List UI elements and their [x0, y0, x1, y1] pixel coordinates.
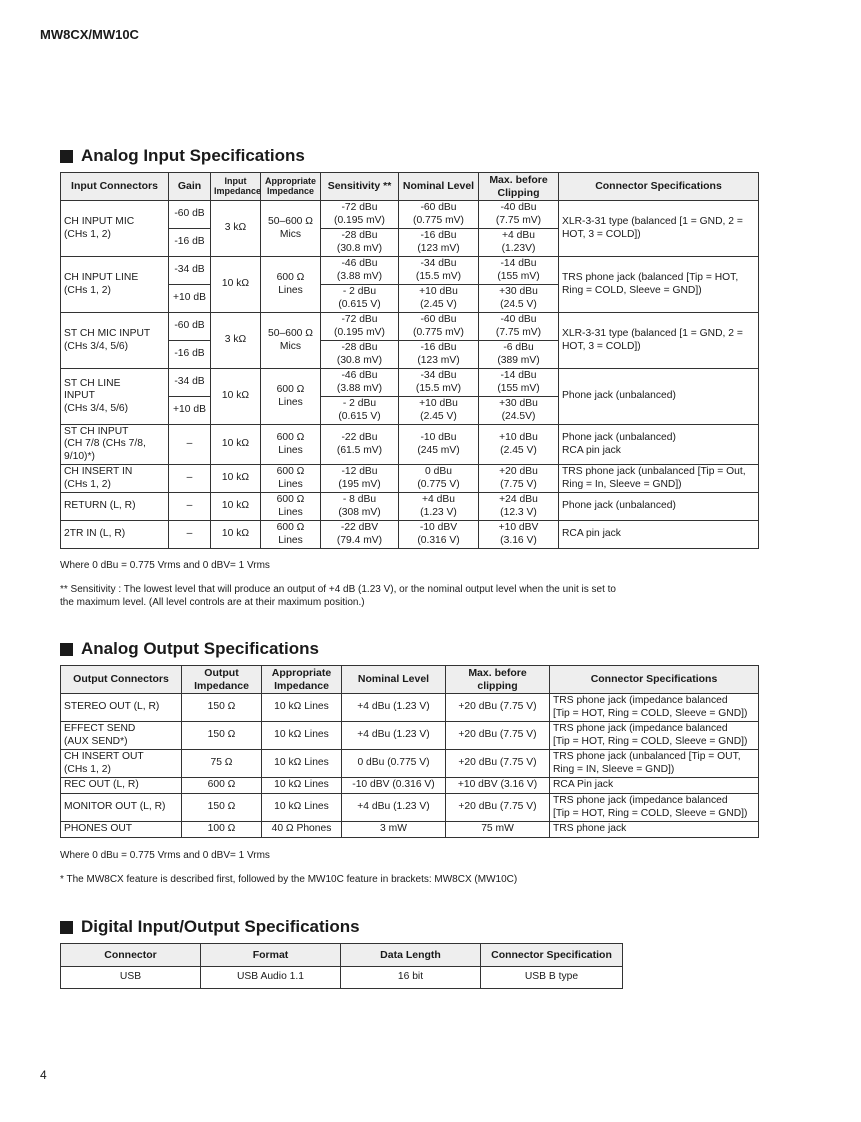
col-header: Appropriate Impedance: [262, 666, 342, 694]
table-row: [61, 521, 759, 549]
col-header: Connector Specification: [481, 944, 623, 967]
connector-spec: XLR-3-31 type (balanced [1 = GND, 2 = HOT, 3 = COLD]): [559, 201, 759, 257]
nominal-level: -60 dBu (0.775 mV): [399, 201, 479, 229]
nominal-level: -34 dBu (15.5 mV): [399, 369, 479, 397]
output-reference-note: Where 0 dBu = 0.775 Vrms and 0 dBV= 1 Vrms: [60, 850, 270, 861]
max-before-clipping: +20 dBu (7.75 V): [446, 694, 550, 722]
output-impedance: 75 Ω: [182, 750, 262, 778]
input-impedance: 3 kΩ: [211, 201, 261, 257]
sensitivity-value: -28 dBu (30.8 mV): [321, 341, 399, 369]
digital-io-table: [60, 943, 623, 989]
analog-input-table: [60, 172, 759, 549]
col-header: Connector Specifications: [559, 173, 759, 201]
appropriate-impedance: 600 Ω Lines: [261, 369, 321, 425]
output-impedance: 150 Ω: [182, 794, 262, 822]
input-connector: ST CH INPUT (CH 7/8 (CHs 7/8, 9/10)*): [61, 425, 169, 465]
input-connector: ST CH LINE INPUT (CHs 3/4, 5/6): [61, 369, 169, 425]
connector-spec: TRS phone jack (impedance balanced [Tip = HOT, Ring = COLD, Sleeve = GND]): [550, 722, 759, 750]
sensitivity-value: -72 dBu (0.195 mV): [321, 313, 399, 341]
model-header: MW8CX/MW10C: [40, 27, 139, 42]
input-impedance: 10 kΩ: [211, 257, 261, 313]
sensitivity-value: - 8 dBu (308 mV): [321, 493, 399, 521]
table-row: [61, 722, 759, 750]
nominal-level: -34 dBu (15.5 mV): [399, 257, 479, 285]
section-square-icon: [60, 150, 73, 163]
col-header: Gain: [169, 173, 211, 201]
connector-spec: Phone jack (unbalanced): [559, 493, 759, 521]
table-row: [61, 313, 759, 341]
max-before-clipping: +20 dBu (7.75 V): [479, 465, 559, 493]
appropriate-impedance: 10 kΩ Lines: [262, 722, 342, 750]
nominal-level: -16 dBu (123 mV): [399, 229, 479, 257]
table-row: [61, 794, 759, 822]
connector-spec: RCA pin jack: [559, 521, 759, 549]
connector-spec: Phone jack (unbalanced): [559, 369, 759, 425]
max-before-clipping: -40 dBu (7.75 mV): [479, 313, 559, 341]
section-square-icon: [60, 643, 73, 656]
appropriate-impedance: 40 Ω Phones: [262, 822, 342, 838]
table-row: [61, 369, 759, 397]
analog-output-table: [60, 665, 759, 838]
connector-spec: TRS phone jack (unbalanced [Tip = Out, Ring = In, Sleeve = GND]): [559, 465, 759, 493]
output-connector: EFFECT SEND (AUX SEND*): [61, 722, 182, 750]
gain-value: -16 dB: [169, 229, 211, 257]
appropriate-impedance: 50–600 Ω Mics: [261, 201, 321, 257]
input-connector: CH INSERT IN (CHs 1, 2): [61, 465, 169, 493]
connector-spec: Phone jack (unbalanced) RCA pin jack: [559, 425, 759, 465]
appropriate-impedance: 50–600 Ω Mics: [261, 313, 321, 369]
digital-io-title: [60, 917, 360, 937]
connector-spec: TRS phone jack (unbalanced [Tip = OUT, Ring = IN, Sleeve = GND]): [550, 750, 759, 778]
input-connector: 2TR IN (L, R): [61, 521, 169, 549]
digital-connector: USB: [61, 967, 201, 989]
col-header: Sensitivity **: [321, 173, 399, 201]
sensitivity-value: -28 dBu (30.8 mV): [321, 229, 399, 257]
input-connector: CH INPUT MIC (CHs 1, 2): [61, 201, 169, 257]
gain-value: -34 dB: [169, 369, 211, 397]
gain-value: +10 dB: [169, 285, 211, 313]
output-connector: CH INSERT OUT (CHs 1, 2): [61, 750, 182, 778]
col-header: Input Connectors: [61, 173, 169, 201]
gain-value: -34 dB: [169, 257, 211, 285]
nominal-level: +10 dBu (2.45 V): [399, 397, 479, 425]
connector-spec: RCA Pin jack: [550, 778, 759, 794]
digital-data-length: 16 bit: [341, 967, 481, 989]
nominal-level: -10 dBV (0.316 V): [342, 778, 446, 794]
appropriate-impedance: 600 Ω Lines: [261, 521, 321, 549]
connector-spec: TRS phone jack (impedance balanced [Tip = HOT, Ring = COLD, Sleeve = GND]): [550, 794, 759, 822]
sensitivity-value: -72 dBu (0.195 mV): [321, 201, 399, 229]
nominal-level: -10 dBV (0.316 V): [399, 521, 479, 549]
max-before-clipping: +30 dBu (24.5V): [479, 397, 559, 425]
max-before-clipping: +10 dBV (3.16 V): [446, 778, 550, 794]
gain-value: –: [169, 425, 211, 465]
analog-output-title-text: Analog Output Specifications: [81, 639, 320, 658]
table-row: [61, 822, 759, 838]
col-header: Appropriate Impedance: [261, 173, 321, 201]
gain-value: -60 dB: [169, 313, 211, 341]
output-connector: MONITOR OUT (L, R): [61, 794, 182, 822]
input-impedance: 10 kΩ: [211, 521, 261, 549]
output-connector: REC OUT (L, R): [61, 778, 182, 794]
sensitivity-value: - 2 dBu (0.615 V): [321, 285, 399, 313]
col-header: Data Length: [341, 944, 481, 967]
nominal-level: -10 dBu (245 mV): [399, 425, 479, 465]
col-header: Format: [201, 944, 341, 967]
input-impedance: 3 kΩ: [211, 313, 261, 369]
sensitivity-value: - 2 dBu (0.615 V): [321, 397, 399, 425]
nominal-level: +4 dBu (1.23 V): [342, 722, 446, 750]
input-connector: CH INPUT LINE (CHs 1, 2): [61, 257, 169, 313]
table-row: [61, 493, 759, 521]
nominal-level: -16 dBu (123 mV): [399, 341, 479, 369]
table-row: [61, 425, 759, 465]
appropriate-impedance: 600 Ω Lines: [261, 425, 321, 465]
sensitivity-value: -22 dBu (61.5 mV): [321, 425, 399, 465]
table-row: [61, 201, 759, 229]
max-before-clipping: +20 dBu (7.75 V): [446, 794, 550, 822]
appropriate-impedance: 600 Ω Lines: [261, 465, 321, 493]
sensitivity-value: -46 dBu (3.88 mV): [321, 257, 399, 285]
nominal-level: +4 dBu (1.23 V): [399, 493, 479, 521]
input-impedance: 10 kΩ: [211, 369, 261, 425]
table-row: [61, 750, 759, 778]
output-connector: PHONES OUT: [61, 822, 182, 838]
nominal-level: 0 dBu (0.775 V): [342, 750, 446, 778]
sensitivity-value: -12 dBu (195 mV): [321, 465, 399, 493]
col-header: Nominal Level: [342, 666, 446, 694]
output-impedance: 150 Ω: [182, 694, 262, 722]
table-row: [61, 465, 759, 493]
gain-value: +10 dB: [169, 397, 211, 425]
connector-spec: TRS phone jack (balanced [Tip = HOT, Ring = COLD, Sleeve = GND]): [559, 257, 759, 313]
sensitivity-value: -46 dBu (3.88 mV): [321, 369, 399, 397]
max-before-clipping: -40 dBu (7.75 mV): [479, 201, 559, 229]
sensitivity-value: -22 dBV (79.4 mV): [321, 521, 399, 549]
max-before-clipping: -6 dBu (389 mV): [479, 341, 559, 369]
output-impedance: 150 Ω: [182, 722, 262, 750]
max-before-clipping: +20 dBu (7.75 V): [446, 750, 550, 778]
connector-spec: TRS phone jack (impedance balanced [Tip = HOT, Ring = COLD, Sleeve = GND]): [550, 694, 759, 722]
output-connector: STEREO OUT (L, R): [61, 694, 182, 722]
analog-input-title: [60, 146, 305, 166]
output-impedance: 600 Ω: [182, 778, 262, 794]
digital-format: USB Audio 1.1: [201, 967, 341, 989]
nominal-level: +4 dBu (1.23 V): [342, 694, 446, 722]
gain-value: -60 dB: [169, 201, 211, 229]
input-reference-note: Where 0 dBu = 0.775 Vrms and 0 dBV= 1 Vrms: [60, 560, 270, 571]
appropriate-impedance: 10 kΩ Lines: [262, 778, 342, 794]
max-before-clipping: +24 dBu (12.3 V): [479, 493, 559, 521]
sensitivity-note: ** Sensitivity : The lowest level that will produce an output of +4 dB (1.23 V), or the nominal output level when the unit is set to the maximum level. (All level controls are at their maximum position.): [60, 584, 616, 608]
col-header: Output Connectors: [61, 666, 182, 694]
input-connector: ST CH MIC INPUT (CHs 3/4, 5/6): [61, 313, 169, 369]
digital-io-title-text: Digital Input/Output Specifications: [81, 917, 360, 936]
table-row: [61, 778, 759, 794]
input-connector: RETURN (L, R): [61, 493, 169, 521]
max-before-clipping: +4 dBu (1.23V): [479, 229, 559, 257]
output-impedance: 100 Ω: [182, 822, 262, 838]
max-before-clipping: +20 dBu (7.75 V): [446, 722, 550, 750]
col-header: Max. before Clipping: [479, 173, 559, 201]
appropriate-impedance: 10 kΩ Lines: [262, 694, 342, 722]
digital-spec: USB B type: [481, 967, 623, 989]
col-header: Output Impedance: [182, 666, 262, 694]
page-number: 4: [40, 1068, 47, 1082]
input-impedance: 10 kΩ: [211, 465, 261, 493]
appropriate-impedance: 10 kΩ Lines: [262, 750, 342, 778]
appropriate-impedance: 10 kΩ Lines: [262, 794, 342, 822]
max-before-clipping: +10 dBV (3.16 V): [479, 521, 559, 549]
max-before-clipping: +30 dBu (24.5 V): [479, 285, 559, 313]
connector-spec: XLR-3-31 type (balanced [1 = GND, 2 = HOT, 3 = COLD]): [559, 313, 759, 369]
analog-input-title-text: Analog Input Specifications: [81, 146, 305, 165]
max-before-clipping: +10 dBu (2.45 V): [479, 425, 559, 465]
appropriate-impedance: 600 Ω Lines: [261, 493, 321, 521]
gain-value: –: [169, 465, 211, 493]
gain-value: –: [169, 521, 211, 549]
input-impedance: 10 kΩ: [211, 493, 261, 521]
col-header: Nominal Level: [399, 173, 479, 201]
nominal-level: +10 dBu (2.45 V): [399, 285, 479, 313]
col-header: Connector Specifications: [550, 666, 759, 694]
col-header: Input Impedance: [211, 173, 261, 201]
col-header: Max. before clipping: [446, 666, 550, 694]
gain-value: –: [169, 493, 211, 521]
section-square-icon: [60, 921, 73, 934]
max-before-clipping: 75 mW: [446, 822, 550, 838]
gain-value: -16 dB: [169, 341, 211, 369]
table-row: [61, 694, 759, 722]
nominal-level: 3 mW: [342, 822, 446, 838]
nominal-level: 0 dBu (0.775 V): [399, 465, 479, 493]
nominal-level: -60 dBu (0.775 mV): [399, 313, 479, 341]
nominal-level: +4 dBu (1.23 V): [342, 794, 446, 822]
appropriate-impedance: 600 Ω Lines: [261, 257, 321, 313]
analog-output-title: [60, 639, 319, 659]
max-before-clipping: -14 dBu (155 mV): [479, 257, 559, 285]
feature-note: * The MW8CX feature is described first, followed by the MW10C feature in brackets: MW8CX (MW10C): [60, 874, 518, 885]
table-row: [61, 257, 759, 285]
table-row: [61, 967, 623, 989]
connector-spec: TRS phone jack: [550, 822, 759, 838]
col-header: Connector: [61, 944, 201, 967]
input-impedance: 10 kΩ: [211, 425, 261, 465]
max-before-clipping: -14 dBu (155 mV): [479, 369, 559, 397]
